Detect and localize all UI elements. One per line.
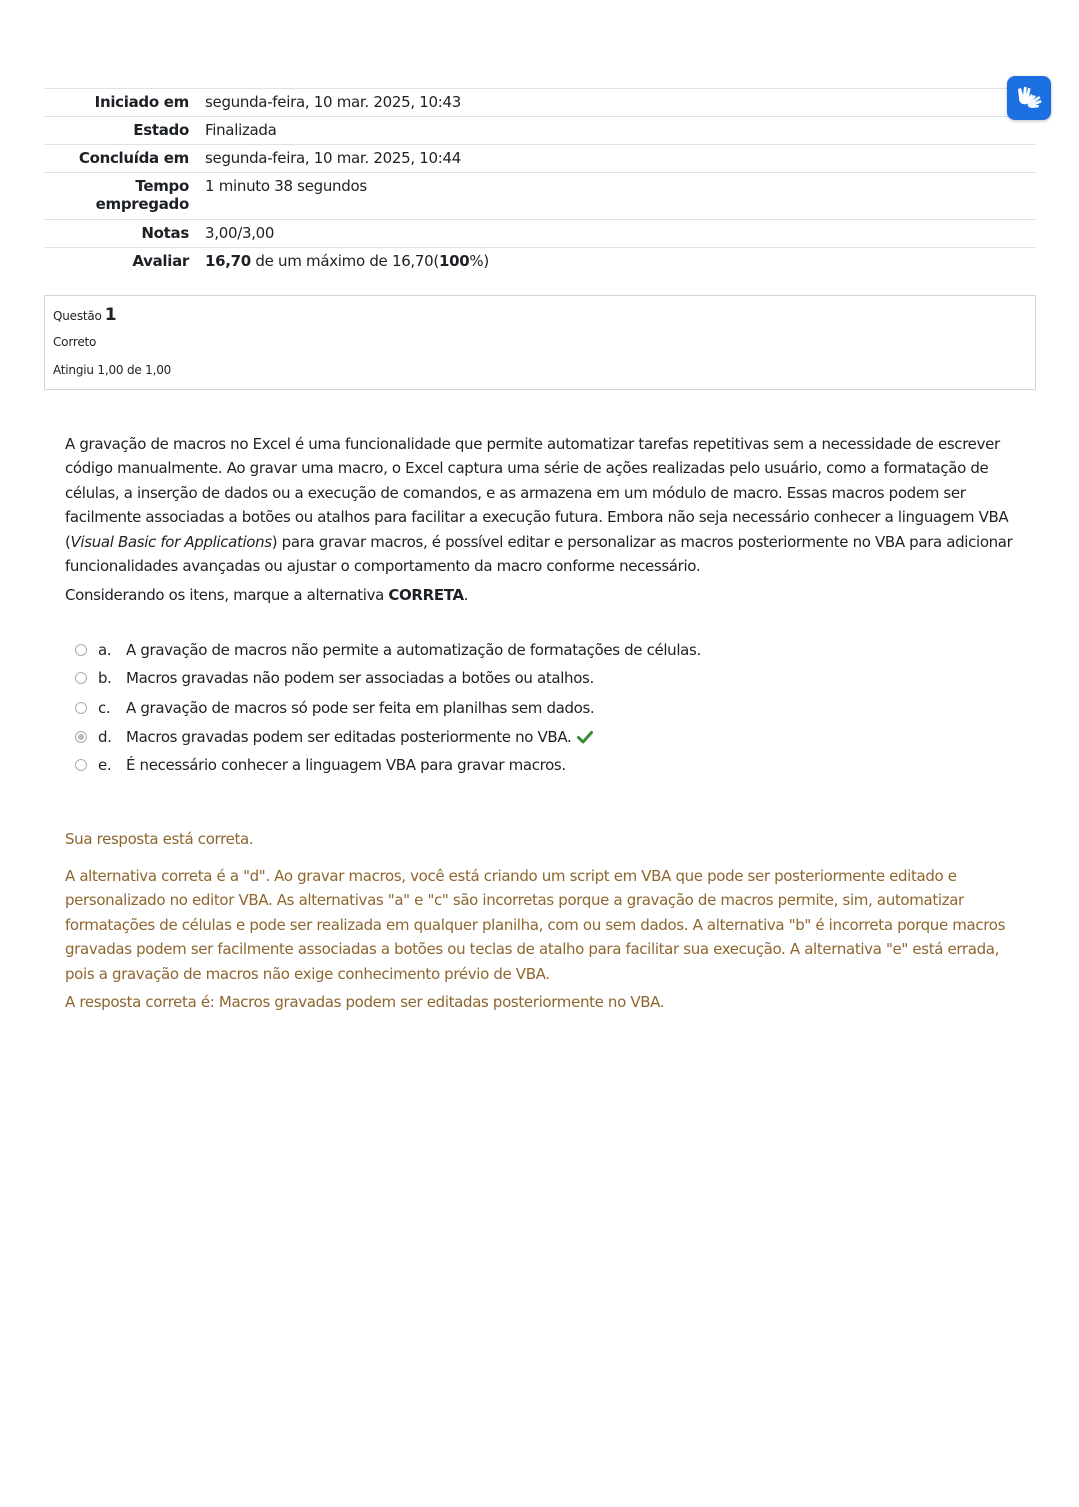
feedback-right-answer: A resposta correta é: Macros gravadas podem ser editadas posteriormente no VBA.	[65, 993, 665, 1011]
answer-letter-c: c.	[98, 699, 111, 717]
question-paragraph-italic: Visual Basic for Applications	[70, 532, 272, 551]
answer-text-a: A gravação de macros não permite a automatização de formatações de células.	[126, 641, 701, 659]
answer-letter-a: a.	[98, 641, 112, 659]
feedback-status: Sua resposta está correta.	[65, 830, 254, 848]
summary-row-completed	[44, 145, 1036, 173]
summary-label-state: Estado	[44, 117, 197, 145]
summary-label-grade: Avaliar	[44, 248, 197, 276]
summary-value-completed: segunda-feira, 10 mar. 2025, 10:44	[197, 145, 1036, 173]
answer-letter-d: d.	[98, 728, 112, 746]
feedback-general: A alternativa correta é a "d". Ao gravar macros, você está criando um script em VBA que pode ser posteriormente editado e personalizado no editor VBA. As alternativas "a" e "c" são incorretas porque a gravação de macros permite, sim, automatizar formatações de células e pode ser realizada em qualquer planilha, com ou sem dados. A alternativa "b" é incorreta porque macros gravadas podem ser facilmente associadas a botões ou teclas de atalho para facilitar sua execução. A alternativa "e" está errada, pois a gravação de macros não exige conhecimento prévio de VBA.	[65, 867, 1006, 983]
answer-radio-a[interactable]	[75, 644, 87, 656]
attempt-summary-table	[44, 88, 1036, 275]
answer-text-d-wrap	[126, 728, 593, 746]
prompt-suffix: .	[463, 586, 469, 604]
grade-score: 16,70	[205, 252, 251, 270]
answer-letter-b: b.	[98, 669, 112, 687]
question-paragraph	[65, 432, 1020, 578]
question-paragraph-part2: ) para gravar macros, é possível editar e personalizar as macros posteriormente no VBA para adicionar funcionalidades avançadas ou ajustar o comportamento da macro conforme necessário.	[65, 532, 1013, 576]
answer-option-e[interactable]	[74, 753, 566, 777]
grade-percent: 100	[438, 252, 470, 270]
answer-option-d[interactable]	[74, 725, 572, 749]
answer-radio-e[interactable]	[75, 759, 87, 771]
question-state: Correto	[53, 335, 97, 349]
summary-label-started: Iniciado em	[44, 89, 197, 117]
grade-middle: de um máximo de 16,70(	[250, 252, 439, 270]
answer-text-b: Macros gravadas não podem ser associadas a botões ou atalhos.	[126, 669, 594, 687]
summary-label-completed: Concluída em	[44, 145, 197, 173]
summary-label-marks: Notas	[44, 220, 197, 248]
answer-text-c: A gravação de macros só pode ser feita em planilhas sem dados.	[126, 699, 595, 717]
question-number-value: 1	[104, 305, 117, 325]
summary-row-started	[44, 89, 1036, 117]
answer-radio-c[interactable]	[75, 702, 87, 714]
answer-option-c[interactable]	[74, 696, 595, 720]
grade-suffix: %)	[469, 252, 489, 270]
prompt-bold: CORRETA	[388, 586, 464, 604]
answer-radio-b[interactable]	[75, 672, 87, 684]
summary-row-state	[44, 117, 1036, 145]
question-paragraph-part1: A gravação de macros no Excel é uma funcionalidade que permite automatizar tarefas repetitivas sem a necessidade de escrever código manualmente. Ao gravar uma macro, o Excel captura uma série de ações realizadas pelo usuário, como a formatação de células, a inserção de dados ou a execução de comandos, e as armazena em um módulo de macro. Essas macros podem ser facilmente associadas a botões ou atalhos para facilitar a execução futura. Embora não seja necessário conhecer a linguagem VBA (	[65, 435, 1009, 551]
summary-value-started: segunda-feira, 10 mar. 2025, 10:43	[197, 89, 1036, 117]
question-number	[53, 305, 116, 325]
accessibility-sign-language-button[interactable]	[1007, 76, 1051, 120]
answer-letter-e: e.	[98, 756, 112, 774]
answer-option-a[interactable]	[74, 638, 701, 662]
question-label: Questão	[53, 309, 102, 323]
summary-row-time-taken	[44, 173, 1036, 220]
question-prompt	[65, 586, 468, 604]
answer-text-d: Macros gravadas podem ser editadas posteriormente no VBA.	[126, 728, 572, 746]
summary-row-marks	[44, 220, 1036, 248]
summary-value-time-taken: 1 minuto 38 segundos	[197, 173, 1036, 220]
answer-text-e: É necessário conhecer a linguagem VBA para gravar macros.	[126, 756, 566, 774]
answer-option-b[interactable]	[74, 666, 594, 690]
prompt-prefix: Considerando os itens, marque a alternativa	[65, 586, 389, 604]
check-icon	[577, 730, 593, 744]
question-grade: Atingiu 1,00 de 1,00	[53, 363, 172, 377]
summary-row-grade	[44, 248, 1036, 276]
summary-label-time-taken: Tempo empregado	[44, 173, 197, 220]
answer-radio-d[interactable]	[75, 731, 87, 743]
summary-value-state: Finalizada	[197, 117, 1036, 145]
question-text	[65, 432, 1020, 578]
question-info-box	[44, 295, 1036, 390]
summary-value-grade	[197, 248, 1036, 276]
summary-value-marks: 3,00/3,00	[197, 220, 1036, 248]
sign-language-hands-icon	[1014, 83, 1044, 113]
